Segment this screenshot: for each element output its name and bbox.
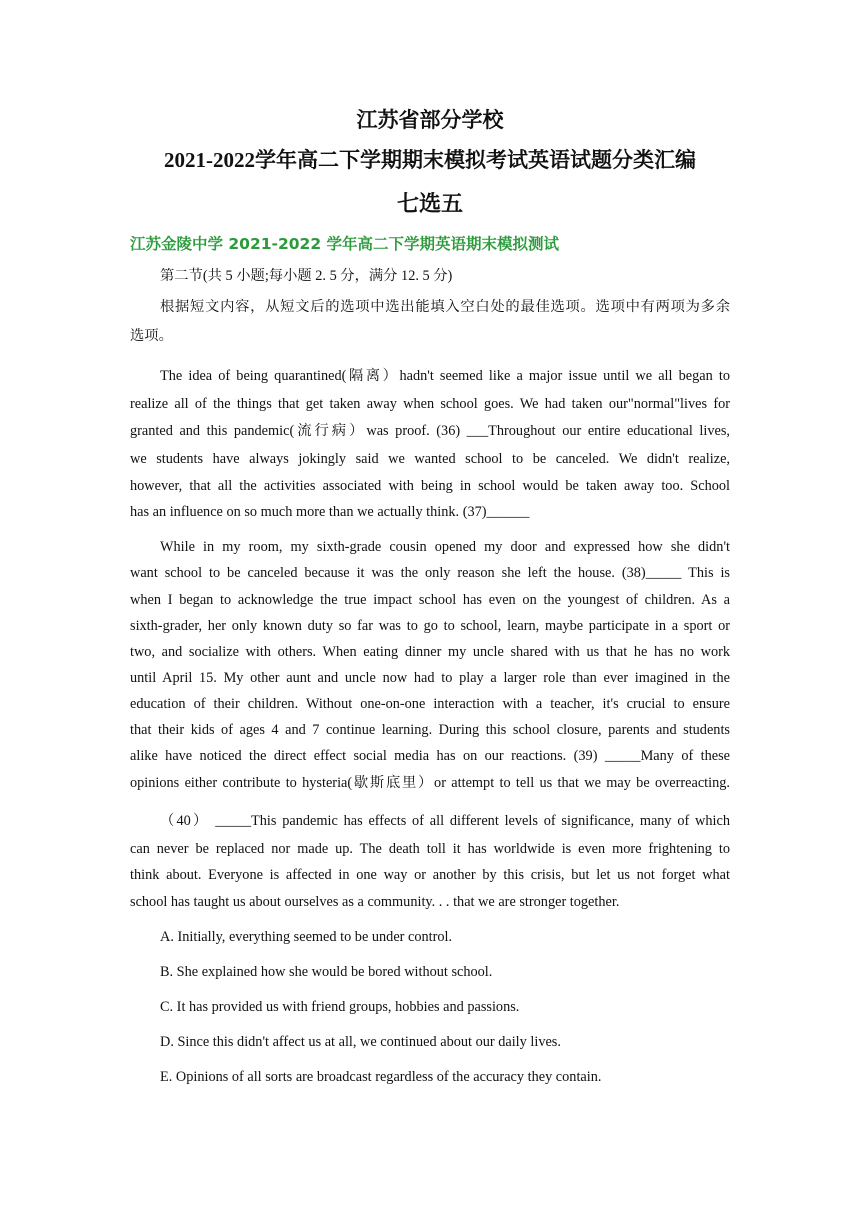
passage-line: until April 15. My other aunt and uncle now had to play a larger role than ever imagined in the [130, 670, 730, 686]
passage-line: realize all of the things that get taken away when school goes. We had taken our"normal"lives for [130, 396, 730, 412]
title-topic: 七选五 [396, 191, 463, 216]
instruction-line: 根据短文内容，从短文后的选项中选出能填入空白处的最佳选项。选项中有两项为多余 [160, 299, 730, 315]
passage-line: While in my room, my sixth-grade cousin opened my door and expressed how she didn't [160, 539, 730, 555]
passage-line: think about. Everyone is affected in one way or another by this crisis, but let us not forget what [130, 867, 730, 883]
instruction-line: 选项。 [130, 328, 173, 344]
passage-line: （40） _____This pandemic has effects of all different levels of significance, many of which [160, 813, 730, 829]
passage-line: opinions either contribute to hysteria(歇斯底里）or attempt to tell us that we may be overreacting. [130, 775, 730, 791]
passage-line: we students have always jokingly said we wanted school to be canceled. We didn't realize, [130, 451, 730, 467]
passage-line: school has taught us about ourselves as a community. . . that we are stronger together. [130, 894, 620, 910]
passage-line: two, and socialize with others. When eating dinner my uncle shared with us that he has no work [130, 644, 730, 660]
passage-line: The idea of being quarantined(隔离）hadn't seemed like a major issue until we all began to [160, 368, 730, 384]
passage-line: can never be replaced nor made up. The death toll it has worldwide is even more frightening to [130, 841, 730, 857]
passage-line: when I began to acknowledge the true impact school has even on the youngest of children. As a [130, 592, 730, 608]
passage-line: want school to be canceled because it was the only reason she left the house. (38)_____ This is [130, 565, 730, 581]
passage-line: granted and this pandemic(流行病）was proof. (36) ___Throughout our entire educational lives, [130, 423, 730, 439]
passage-line: education of their children. Without one-on-one interaction with a teacher, it's crucial to ensure [130, 696, 730, 712]
title-region: 江苏省部分学校 [356, 108, 504, 132]
part-instruction: 第二节(共 5 小题;每小题 2. 5 分，满分 12. 5 分) [160, 268, 453, 284]
option-a: A. Initially, everything seemed to be under control. [160, 929, 453, 945]
option-d: D. Since this didn't affect us at all, we continued about our daily lives. [160, 1034, 561, 1050]
passage-line: sixth-grader, her only known duty so far was to go to school, learn, maybe participate in a sport or [130, 618, 730, 634]
passage-line: alike have noticed the direct effect social media has on our reactions. (39) _____Many of these [130, 748, 730, 764]
passage-line: that their kids of ages 4 and 7 continue learning. During this school closure, parents and students [130, 722, 730, 738]
passage-line: has an influence on so much more than we actually think. (37)______ [130, 504, 530, 520]
option-b: B. She explained how she would be bored without school. [160, 964, 493, 980]
option-c: C. It has provided us with friend groups, hobbies and passions. [160, 999, 520, 1015]
option-e: E. Opinions of all sorts are broadcast regardless of the accuracy they contain. [160, 1069, 602, 1085]
passage-line: however, that all the activities associated with being in school would be taken away too. School [130, 478, 730, 494]
section-source-heading: 江苏金陵中学 2021-2022 学年高二下学期英语期末模拟测试 [130, 235, 560, 253]
title-exam: 2021-2022学年高二下学期期末模拟考试英语试题分类汇编 [164, 148, 696, 172]
